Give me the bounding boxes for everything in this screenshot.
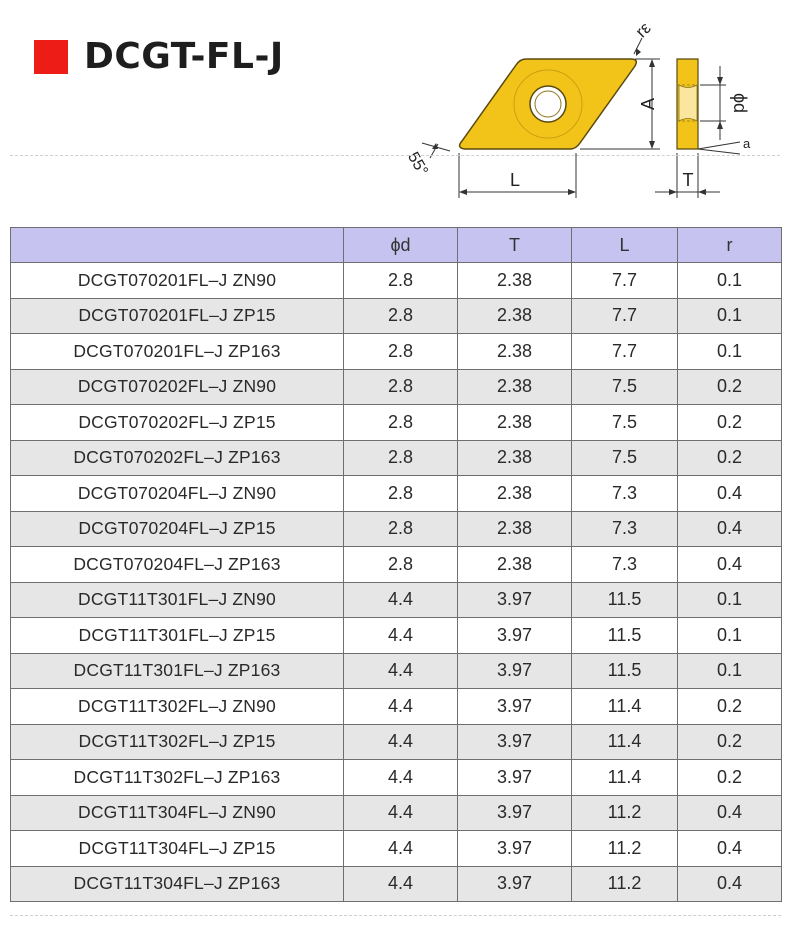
cell-phi-d: 2.8	[344, 405, 458, 441]
cell-phi-d: 4.4	[344, 582, 458, 618]
col-header-T: T	[458, 228, 572, 263]
cell-phi-d: 4.4	[344, 689, 458, 725]
table-row	[11, 618, 782, 654]
table-row	[11, 653, 782, 689]
cell-L: 11.2	[572, 866, 678, 902]
table-row	[11, 689, 782, 725]
cell-phi-d: 4.4	[344, 653, 458, 689]
cell-T: 3.97	[458, 795, 572, 831]
table-row	[11, 795, 782, 831]
cell-T: 3.97	[458, 689, 572, 725]
cell-L: 7.3	[572, 476, 678, 512]
cell-L: 7.7	[572, 334, 678, 370]
cell-phi-d: 4.4	[344, 724, 458, 760]
table-row	[11, 440, 782, 476]
cell-T: 2.38	[458, 547, 572, 583]
table-row	[11, 298, 782, 334]
cell-model: DCGT070202FL–J ZP15	[11, 405, 344, 441]
cell-phi-d: 2.8	[344, 263, 458, 299]
cell-T: 2.38	[458, 511, 572, 547]
table-row	[11, 511, 782, 547]
col-header-r: r	[678, 228, 782, 263]
cell-phi-d: 2.8	[344, 440, 458, 476]
cell-r: 0.2	[678, 724, 782, 760]
table-row	[11, 547, 782, 583]
cell-T: 3.97	[458, 831, 572, 867]
cell-L: 11.4	[572, 760, 678, 796]
table-row	[11, 476, 782, 512]
cell-L: 11.5	[572, 618, 678, 654]
label-a: a	[743, 136, 751, 151]
table-row	[11, 582, 782, 618]
cell-model: DCGT11T302FL–J ZP15	[11, 724, 344, 760]
col-header-phi-d: ϕd	[344, 228, 458, 263]
label-phi-d: ϕd	[730, 92, 750, 114]
cell-r: 0.4	[678, 831, 782, 867]
insert-diagram	[390, 8, 780, 203]
cell-model: DCGT11T304FL–J ZP15	[11, 831, 344, 867]
cell-r: 0.2	[678, 369, 782, 405]
cell-T: 3.97	[458, 653, 572, 689]
table-row	[11, 866, 782, 902]
cell-model: DCGT11T302FL–J ZN90	[11, 689, 344, 725]
cell-phi-d: 4.4	[344, 618, 458, 654]
table-row	[11, 831, 782, 867]
cell-T: 3.97	[458, 582, 572, 618]
cell-phi-d: 2.8	[344, 369, 458, 405]
cell-L: 11.4	[572, 689, 678, 725]
cell-model: DCGT070201FL–J ZP163	[11, 334, 344, 370]
cell-T: 3.97	[458, 760, 572, 796]
cell-T: 3.97	[458, 618, 572, 654]
cell-phi-d: 2.8	[344, 334, 458, 370]
cell-model: DCGT11T302FL–J ZP163	[11, 760, 344, 796]
cell-phi-d: 4.4	[344, 866, 458, 902]
cell-T: 2.38	[458, 405, 572, 441]
cell-r: 0.2	[678, 440, 782, 476]
spec-table	[10, 227, 782, 902]
cell-phi-d: 4.4	[344, 760, 458, 796]
cell-model: DCGT070201FL–J ZP15	[11, 298, 344, 334]
title-marker	[34, 40, 68, 74]
cell-phi-d: 2.8	[344, 298, 458, 334]
col-header-model	[11, 228, 344, 263]
cell-r: 0.1	[678, 263, 782, 299]
page-title: DCGT-FL-J	[84, 36, 284, 77]
table-body	[11, 263, 782, 902]
cell-model: DCGT070202FL–J ZN90	[11, 369, 344, 405]
col-header-L: L	[572, 228, 678, 263]
cell-r: 0.1	[678, 582, 782, 618]
cell-L: 7.5	[572, 440, 678, 476]
cell-model: DCGT11T301FL–J ZP163	[11, 653, 344, 689]
cell-L: 7.5	[572, 369, 678, 405]
cell-r: 0.4	[678, 511, 782, 547]
table-header-row	[11, 228, 782, 263]
cell-r: 0.2	[678, 405, 782, 441]
cell-T: 3.97	[458, 866, 572, 902]
label-L: L	[509, 170, 521, 190]
cell-L: 7.7	[572, 298, 678, 334]
bottom-divider	[10, 915, 781, 916]
cell-r: 0.4	[678, 476, 782, 512]
table-row	[11, 405, 782, 441]
cell-model: DCGT11T304FL–J ZN90	[11, 795, 344, 831]
cell-L: 11.5	[572, 653, 678, 689]
cell-L: 7.7	[572, 263, 678, 299]
cell-phi-d: 4.4	[344, 795, 458, 831]
cell-model: DCGT070204FL–J ZP163	[11, 547, 344, 583]
cell-model: DCGT11T301FL–J ZN90	[11, 582, 344, 618]
table-row	[11, 369, 782, 405]
cell-r: 0.2	[678, 689, 782, 725]
cell-phi-d: 2.8	[344, 547, 458, 583]
table-row	[11, 724, 782, 760]
cell-L: 7.3	[572, 547, 678, 583]
label-angle: 55°	[404, 149, 431, 179]
cell-r: 0.4	[678, 866, 782, 902]
table-row	[11, 760, 782, 796]
cell-r: 0.4	[678, 547, 782, 583]
cell-L: 11.2	[572, 831, 678, 867]
label-r-epsilon: rε	[631, 18, 655, 42]
label-A: A	[638, 97, 658, 111]
cell-L: 7.3	[572, 511, 678, 547]
table-row	[11, 334, 782, 370]
cell-r: 0.1	[678, 334, 782, 370]
cell-model: DCGT070202FL–J ZP163	[11, 440, 344, 476]
cell-phi-d: 4.4	[344, 831, 458, 867]
insert-hole-inner	[535, 91, 561, 117]
cell-model: DCGT070201FL–J ZN90	[11, 263, 344, 299]
cell-L: 11.4	[572, 724, 678, 760]
cell-T: 2.38	[458, 440, 572, 476]
cell-T: 2.38	[458, 369, 572, 405]
cell-model: DCGT11T304FL–J ZP163	[11, 866, 344, 902]
cell-phi-d: 2.8	[344, 511, 458, 547]
cell-r: 0.4	[678, 795, 782, 831]
label-T: T	[682, 170, 694, 190]
cell-L: 7.5	[572, 405, 678, 441]
cell-r: 0.1	[678, 618, 782, 654]
cell-T: 2.38	[458, 334, 572, 370]
divider	[10, 155, 780, 156]
cell-T: 2.38	[458, 476, 572, 512]
cell-r: 0.2	[678, 760, 782, 796]
cell-T: 3.97	[458, 724, 572, 760]
cell-r: 0.1	[678, 653, 782, 689]
cell-phi-d: 2.8	[344, 476, 458, 512]
cell-L: 11.5	[572, 582, 678, 618]
cell-L: 11.2	[572, 795, 678, 831]
cell-T: 2.38	[458, 263, 572, 299]
cell-model: DCGT070204FL–J ZP15	[11, 511, 344, 547]
cell-T: 2.38	[458, 298, 572, 334]
cell-model: DCGT11T301FL–J ZP15	[11, 618, 344, 654]
cell-r: 0.1	[678, 298, 782, 334]
table-row	[11, 263, 782, 299]
cell-model: DCGT070204FL–J ZN90	[11, 476, 344, 512]
